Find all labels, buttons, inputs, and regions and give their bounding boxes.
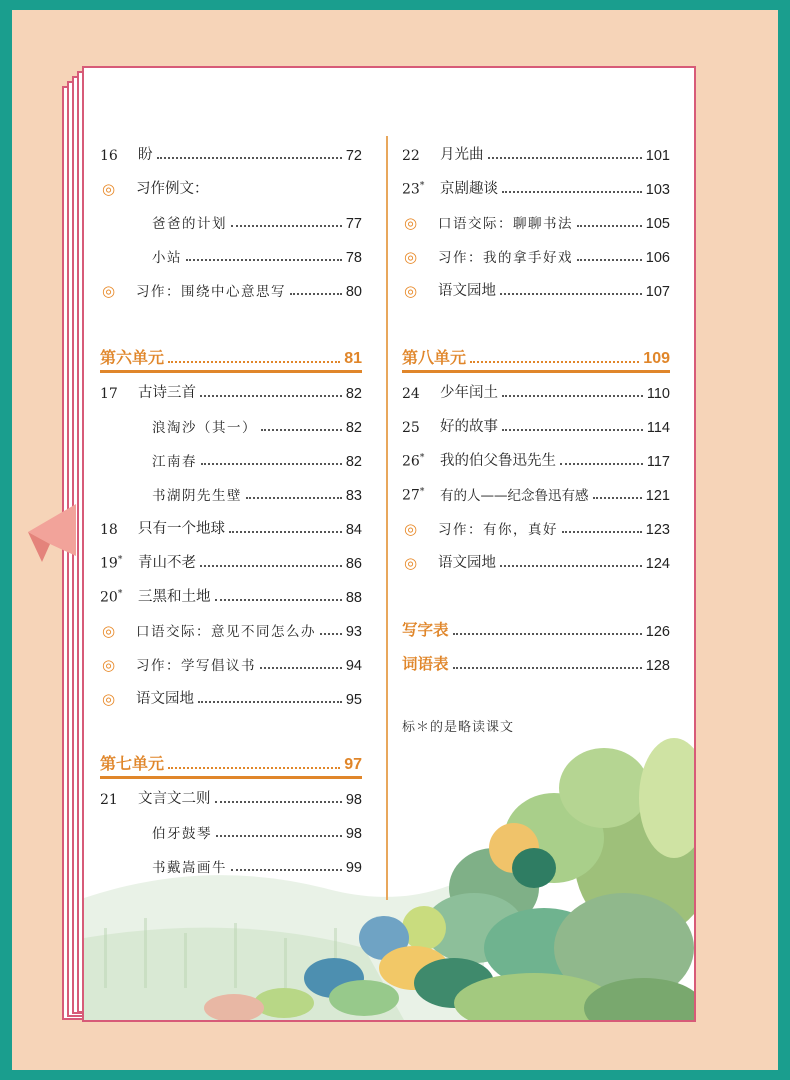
page-number: 94 <box>345 658 362 674</box>
page-number: 101 <box>645 148 670 164</box>
toc-entry[interactable] <box>402 272 670 300</box>
toc-entry[interactable] <box>402 646 670 674</box>
toc-entry[interactable] <box>100 272 362 300</box>
leader-dots <box>198 701 342 703</box>
lesson-number: 23* <box>402 181 425 198</box>
page-number: 82 <box>345 454 362 470</box>
lesson-number: 18 <box>100 522 118 538</box>
skim-star: * <box>117 589 123 600</box>
section-circle-icon: ◎ <box>404 214 418 232</box>
leader-dots <box>593 497 642 499</box>
unit-title: 第七单元 <box>100 754 165 773</box>
toc-entry[interactable] <box>402 136 670 164</box>
toc-entry[interactable] <box>402 204 670 232</box>
skim-star: * <box>419 453 425 464</box>
toc-entry[interactable] <box>100 578 362 606</box>
section-circle-icon: ◎ <box>102 622 116 640</box>
page-number: 105 <box>645 216 670 232</box>
toc-entry[interactable] <box>402 612 670 640</box>
leader-dots <box>200 565 342 567</box>
entry-title: 三黑和土地 <box>138 589 211 605</box>
page-number: 97 <box>344 756 362 773</box>
page-number: 84 <box>345 522 362 538</box>
section-circle-icon: ◎ <box>102 180 116 198</box>
page-number: 99 <box>345 860 362 876</box>
leader-dots <box>246 497 342 499</box>
entry-title: 古诗三首 <box>138 385 196 401</box>
unit-heading[interactable] <box>100 340 362 368</box>
lesson-number: 17 <box>100 386 118 402</box>
page-number: 124 <box>645 556 670 572</box>
entry-title: 书湖阴先生壁 <box>152 488 242 504</box>
page-number: 88 <box>345 590 362 606</box>
page-number: 109 <box>643 350 670 367</box>
toc-entry[interactable] <box>100 136 362 164</box>
page-number: 95 <box>345 692 362 708</box>
leader-dots <box>320 633 342 635</box>
page-number: 123 <box>645 522 670 538</box>
page-number: 82 <box>345 420 362 436</box>
entry-title: 习作：我的拿手好戏 <box>438 250 573 266</box>
leader-dots <box>215 801 342 803</box>
leader-dots <box>562 531 642 533</box>
entry-title: 口语交际：聊聊书法 <box>438 216 573 232</box>
page-number: 72 <box>345 148 362 164</box>
toc-entry[interactable] <box>100 612 362 640</box>
leader-dots <box>216 835 342 837</box>
toc-entry[interactable] <box>100 204 362 232</box>
entry-title: 我的伯父鲁迅先生 <box>440 453 556 469</box>
leader-dots <box>560 463 643 465</box>
footnote: 标＊的是略读课文 <box>402 720 515 735</box>
entry-title: 少年闰土 <box>440 385 498 401</box>
entry-title: 有的人——纪念鲁迅有感 <box>440 488 589 504</box>
unit-heading[interactable] <box>402 340 670 368</box>
entry-title: 写字表 <box>402 620 449 639</box>
lesson-number: 21 <box>100 792 118 808</box>
page-number: 107 <box>645 284 670 300</box>
lesson-number: 26* <box>402 453 425 470</box>
leader-dots <box>502 429 643 431</box>
skim-star: * <box>419 181 425 192</box>
page-number: 93 <box>345 624 362 640</box>
page-number: 128 <box>645 658 670 674</box>
toc-entry[interactable] <box>100 780 362 808</box>
toc-entry[interactable] <box>402 544 670 572</box>
unit-title: 第八单元 <box>402 348 467 367</box>
page-number: 126 <box>645 624 670 640</box>
leader-dots <box>168 767 340 769</box>
leader-dots <box>470 361 639 363</box>
page-number: 83 <box>345 488 362 504</box>
page-number: 98 <box>345 826 362 842</box>
section-circle-icon: ◎ <box>404 520 418 538</box>
entry-title: 盼 <box>138 147 153 163</box>
lesson-number: 19* <box>100 555 123 572</box>
entry-title: 月光曲 <box>440 147 484 163</box>
leader-dots <box>261 429 342 431</box>
column-divider <box>386 136 388 900</box>
toc-entry[interactable] <box>402 170 670 198</box>
toc-entry[interactable] <box>402 510 670 538</box>
leader-dots <box>229 531 342 533</box>
entry-title: 语文园地 <box>136 691 194 707</box>
leader-dots <box>577 225 642 227</box>
skim-star: * <box>419 487 425 498</box>
leader-dots <box>502 395 643 397</box>
lesson-number: 25 <box>402 420 420 436</box>
section-circle-icon: ◎ <box>102 656 116 674</box>
bookmark-ribbon-icon <box>28 504 78 564</box>
toc-entry[interactable] <box>100 442 362 470</box>
entry-title: 习作：有你，真好 <box>438 522 558 538</box>
entry-title: 习作：学写倡议书 <box>136 658 256 674</box>
page-number: 103 <box>645 182 670 198</box>
page-number: 86 <box>345 556 362 572</box>
toc-entry[interactable] <box>100 544 362 572</box>
entry-title: 习作例文： <box>136 181 209 197</box>
section-circle-icon: ◎ <box>404 248 418 266</box>
entry-title: 小站 <box>152 250 182 266</box>
toc-entry[interactable] <box>100 170 362 198</box>
leader-dots <box>453 633 642 635</box>
page-number: 81 <box>344 350 362 367</box>
page-number: 110 <box>646 386 670 402</box>
entry-title: 浪淘沙（其一） <box>152 420 257 436</box>
page-number: 106 <box>645 250 670 266</box>
toc-entry[interactable] <box>100 408 362 436</box>
leader-dots <box>168 361 340 363</box>
leader-dots <box>260 667 342 669</box>
leader-dots <box>157 157 342 159</box>
page-number: 78 <box>345 250 362 266</box>
page-number: 121 <box>645 488 670 504</box>
entry-title: 青山不老 <box>138 555 196 571</box>
leader-dots <box>500 293 642 295</box>
toc-entry[interactable] <box>100 814 362 842</box>
unit-underline <box>100 776 362 779</box>
toc-entry[interactable] <box>100 510 362 538</box>
entry-title: 词语表 <box>402 654 449 673</box>
lesson-number: 27* <box>402 487 425 504</box>
leader-dots <box>290 293 342 295</box>
toc-entry[interactable] <box>402 476 670 504</box>
entry-title: 江南春 <box>152 454 197 470</box>
unit-title: 第六单元 <box>100 348 165 367</box>
leader-dots <box>502 191 642 193</box>
toc-entry[interactable] <box>402 374 670 402</box>
section-circle-icon: ◎ <box>102 282 116 300</box>
leader-dots <box>488 157 642 159</box>
entry-title: 爸爸的计划 <box>152 216 227 232</box>
unit-underline <box>100 370 362 373</box>
skim-star: * <box>117 555 123 566</box>
toc-entry[interactable] <box>100 646 362 674</box>
leader-dots <box>201 463 342 465</box>
unit-underline <box>402 370 670 373</box>
lesson-number: 22 <box>402 148 420 164</box>
toc-entry[interactable] <box>100 374 362 402</box>
leader-dots <box>453 667 642 669</box>
page-number: 77 <box>345 216 362 232</box>
entry-title: 习作：围绕中心意思写 <box>136 284 286 300</box>
page-number: 80 <box>345 284 362 300</box>
page-number: 82 <box>345 386 362 402</box>
page-number: 98 <box>345 792 362 808</box>
entry-title: 京剧趣谈 <box>440 181 498 197</box>
leader-dots <box>186 259 342 261</box>
toc-entry[interactable] <box>402 238 670 266</box>
lesson-number: 16 <box>100 148 118 164</box>
entry-title: 伯牙鼓琴 <box>152 826 212 842</box>
entry-title: 好的故事 <box>440 419 498 435</box>
entry-title: 语文园地 <box>438 283 496 299</box>
toc-entry[interactable] <box>100 238 362 266</box>
entry-title: 只有一个地球 <box>138 521 225 537</box>
leader-dots <box>231 869 342 871</box>
leader-dots <box>577 259 642 261</box>
toc-entry[interactable] <box>100 680 362 708</box>
unit-heading[interactable] <box>100 746 362 774</box>
lesson-number: 24 <box>402 386 420 402</box>
leader-dots <box>500 565 642 567</box>
section-circle-icon: ◎ <box>404 554 418 572</box>
page-number: 117 <box>646 454 670 470</box>
toc-entry[interactable] <box>100 476 362 504</box>
toc-entry[interactable] <box>402 442 670 470</box>
section-circle-icon: ◎ <box>404 282 418 300</box>
page-number: 114 <box>646 420 670 436</box>
entry-title: 语文园地 <box>438 555 496 571</box>
toc-entry[interactable] <box>402 408 670 436</box>
leader-dots <box>231 225 342 227</box>
entry-title: 书戴嵩画牛 <box>152 860 227 876</box>
contents-page <box>82 66 696 1022</box>
lesson-number: 20* <box>100 589 123 606</box>
toc-entry[interactable] <box>100 848 362 876</box>
section-circle-icon: ◎ <box>102 690 116 708</box>
leader-dots <box>215 599 342 601</box>
entry-title: 口语交际：意见不同怎么办 <box>136 624 316 640</box>
entry-title: 文言文二则 <box>138 791 211 807</box>
leader-dots <box>200 395 342 397</box>
